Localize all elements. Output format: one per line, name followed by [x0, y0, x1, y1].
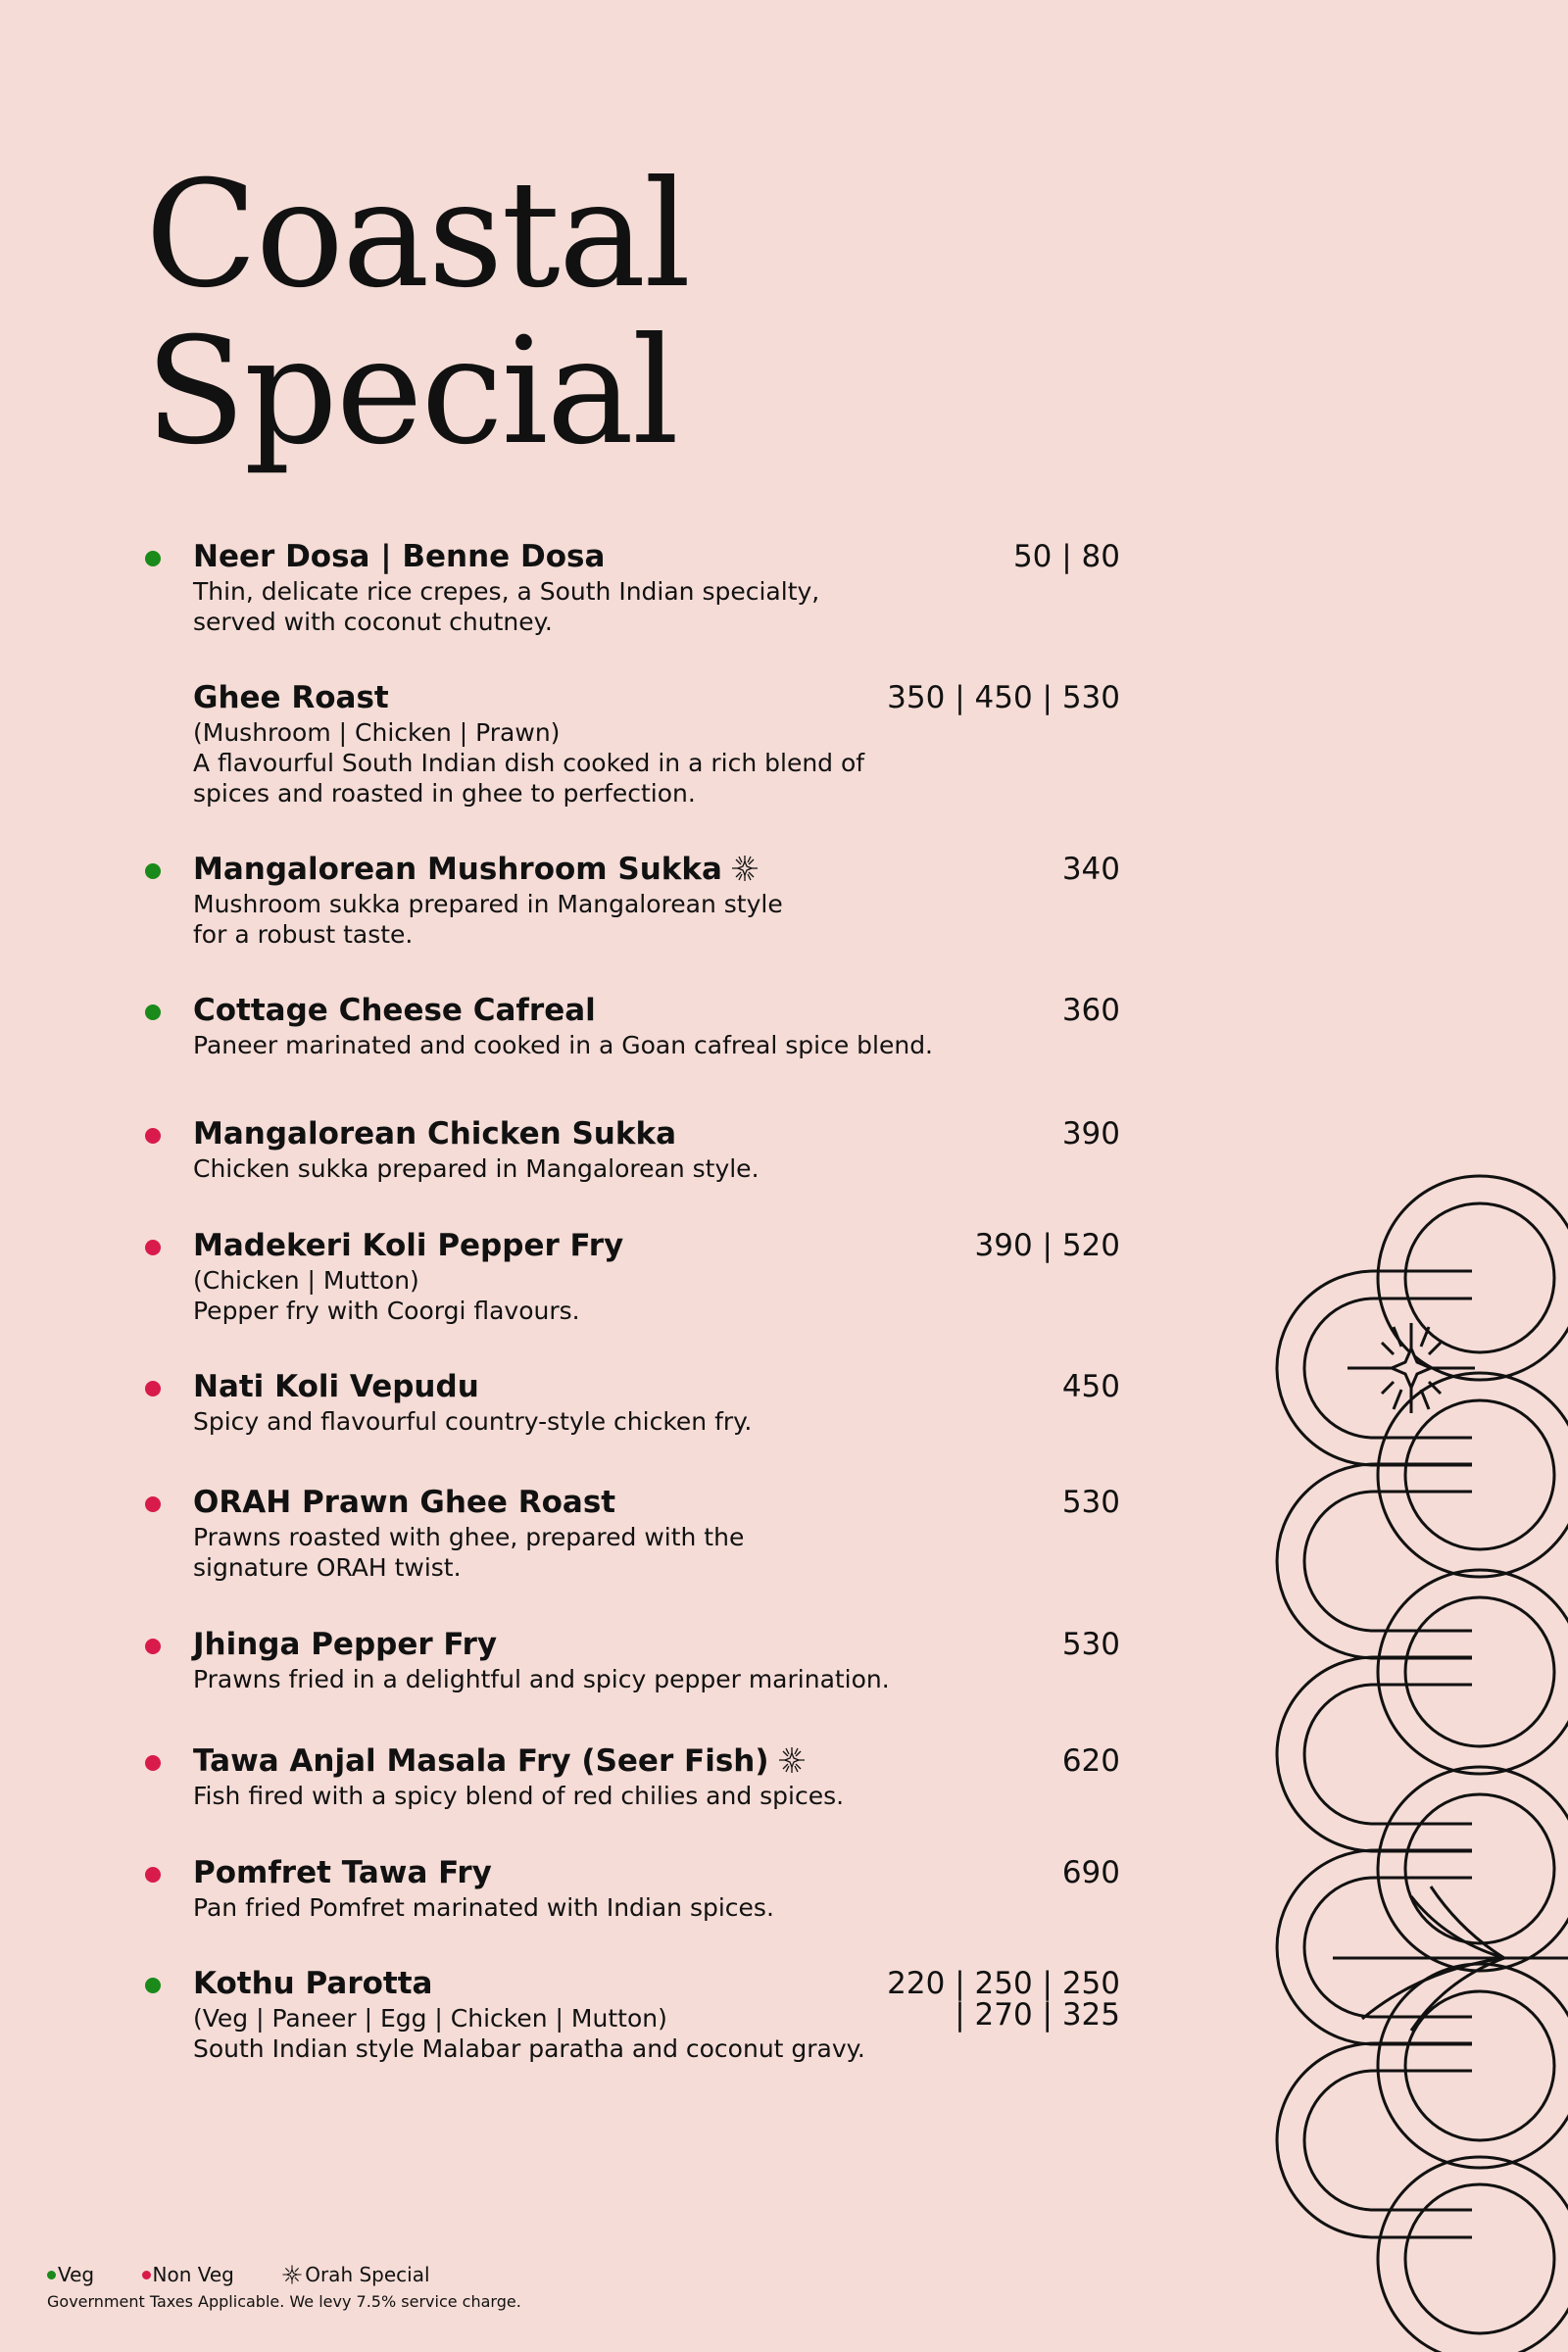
description-line: Pan fried Pomfret marinated with Indian spices. [193, 1893, 774, 1922]
item-name: Pomfret Tawa Fry [193, 1855, 492, 1890]
veg-dot-icon [47, 2271, 56, 2279]
item-price: 50 | 80 [1012, 539, 1120, 574]
legend-special [281, 2263, 429, 2286]
sparkle-icon [730, 854, 760, 883]
non-veg-indicator-icon [145, 1381, 161, 1396]
item-name: Madekeri Koli Pepper Fry [193, 1228, 624, 1263]
item-name [193, 850, 760, 889]
legend-veg [47, 2263, 94, 2286]
description-line: Pepper fry with Coorgi flavours. [193, 1297, 580, 1325]
tax-note: Government Taxes Applicable. We levy 7.5% service charge. [47, 2292, 521, 2311]
footer [47, 2262, 521, 2313]
legend-special-label: Orah Special [305, 2263, 430, 2286]
sparkle-icon [777, 1745, 807, 1775]
description-line: served with coconut chutney. [193, 608, 553, 636]
description-line: Prawns roasted with ghee, prepared with the [193, 1523, 745, 1551]
description-line: South Indian style Malabar paratha and coconut gravy. [193, 2034, 865, 2063]
legend [47, 2262, 521, 2287]
veg-indicator-icon [145, 863, 161, 879]
description-line: (Chicken | Mutton) [193, 1266, 419, 1295]
non-veg-indicator-icon [145, 1755, 161, 1771]
item-description [193, 1406, 752, 1437]
item-description [193, 889, 783, 950]
description-line: spices and roasted in ghee to perfection. [193, 779, 696, 808]
legend-nonveg-label: Non Veg [152, 2263, 234, 2286]
item-description [193, 576, 819, 637]
description-line: for a robust taste. [193, 920, 414, 949]
item-price: 350 | 450 | 530 [887, 680, 1120, 715]
item-price [887, 1968, 1120, 2031]
item-price: 530 [1061, 1627, 1120, 1662]
description-line: Fish fired with a spicy blend of red chilies and spices. [193, 1782, 845, 1810]
non-veg-indicator-icon [145, 1240, 161, 1255]
description-line: (Veg | Paneer | Egg | Chicken | Mutton) [193, 2004, 667, 2033]
item-description [193, 717, 864, 808]
price-line: | 270 | 325 [955, 1997, 1120, 2033]
non-veg-indicator-icon [145, 1128, 161, 1144]
sparkle-icon [281, 2264, 303, 2285]
description-line: A flavourful South Indian dish cooked in a rich blend of [193, 749, 865, 777]
legend-nonveg [142, 2263, 234, 2286]
title-line-1: Coastal [145, 150, 690, 320]
veg-indicator-icon [145, 1978, 161, 1993]
item-name: Neer Dosa | Benne Dosa [193, 539, 606, 574]
item-description [193, 1030, 933, 1060]
description-line: signature ORAH twist. [193, 1553, 462, 1582]
item-price: 530 [1061, 1485, 1120, 1520]
item-price: 390 | 520 [974, 1228, 1120, 1263]
item-description [193, 2003, 865, 2064]
item-description [193, 1664, 890, 1694]
item-name: ORAH Prawn Ghee Roast [193, 1485, 616, 1520]
item-name-text: Mangalorean Mushroom Sukka [193, 852, 722, 887]
description-line: Chicken sukka prepared in Mangalorean style. [193, 1154, 760, 1183]
decorative-pattern-icon [1264, 1166, 1568, 2352]
item-description [193, 1781, 844, 1811]
non-veg-indicator-icon [145, 1639, 161, 1654]
description-line: Paneer marinated and cooked in a Goan cafreal spice blend. [193, 1031, 934, 1059]
description-line: Mushroom sukka prepared in Mangalorean style [193, 890, 783, 918]
item-name: Jhinga Pepper Fry [193, 1627, 498, 1662]
title-line-2: Special [145, 307, 677, 477]
item-price: 620 [1061, 1743, 1120, 1779]
description-line: (Mushroom | Chicken | Prawn) [193, 718, 561, 747]
item-price: 360 [1061, 993, 1120, 1028]
item-price: 450 [1061, 1369, 1120, 1404]
non-veg-indicator-icon [145, 1496, 161, 1512]
legend-veg-label: Veg [58, 2263, 95, 2286]
item-name: Ghee Roast [193, 680, 389, 715]
item-name: Cottage Cheese Cafreal [193, 993, 596, 1028]
item-name: Nati Koli Vepudu [193, 1369, 479, 1404]
non-veg-dot-icon [142, 2271, 151, 2279]
description-line: Spicy and flavourful country-style chicken fry. [193, 1407, 753, 1436]
item-description [193, 1265, 580, 1326]
item-description [193, 1522, 744, 1583]
item-price: 390 [1061, 1116, 1120, 1152]
description-line: Thin, delicate rice crepes, a South Indian specialty, [193, 577, 820, 606]
item-name: Mangalorean Chicken Sukka [193, 1116, 677, 1152]
item-name: Kothu Parotta [193, 1966, 433, 2001]
item-description [193, 1153, 760, 1184]
page-title [145, 150, 690, 477]
item-name [193, 1741, 807, 1781]
description-line: Prawns fried in a delightful and spicy pepper marination. [193, 1665, 890, 1693]
veg-indicator-icon [145, 551, 161, 566]
item-name-text: Tawa Anjal Masala Fry (Seer Fish) [193, 1743, 769, 1779]
item-description [193, 1892, 774, 1923]
price-line: 220 | 250 | 250 [887, 1966, 1120, 2001]
non-veg-indicator-icon [145, 1867, 161, 1883]
item-price: 690 [1061, 1855, 1120, 1890]
veg-indicator-icon [145, 1004, 161, 1020]
item-price: 340 [1061, 852, 1120, 887]
